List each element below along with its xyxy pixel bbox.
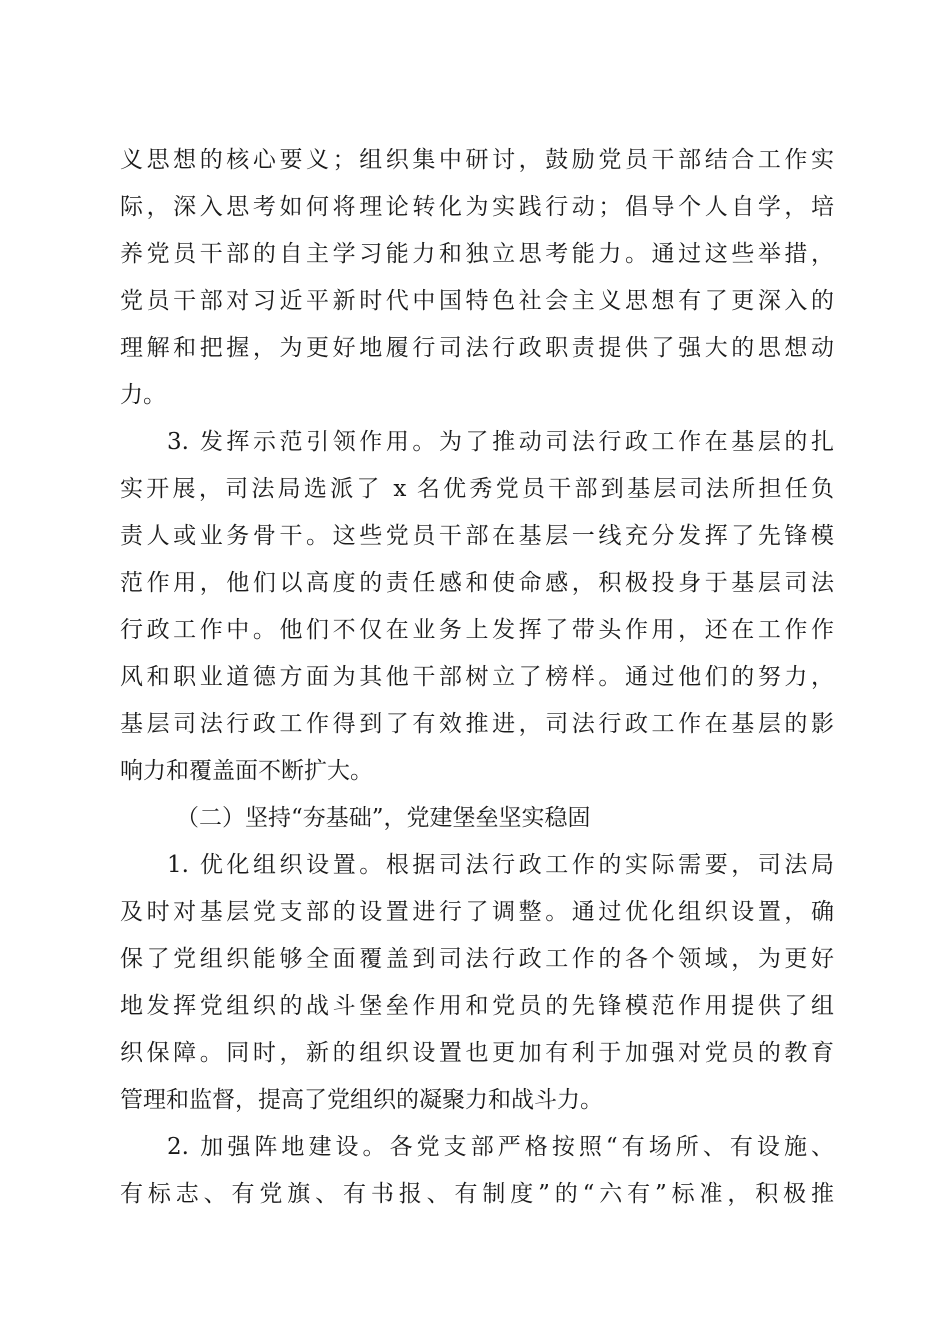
paragraph-first-line: 1. 优化组织设置。根据司法行政工作的实际需要，司法局: [167, 852, 834, 878]
text-line: 党员干部对习近平新时代中国特色社会主义思想有了更深入的: [120, 288, 834, 314]
text-line: 有标志、有党旗、有书报、有制度”的“六有”标准，积极推: [120, 1181, 834, 1207]
text-line: 织保障。同时，新的组织设置也更加有利于加强对党员的教育: [120, 1040, 834, 1066]
text-line: 地发挥党组织的战斗堡垒作用和党员的先锋模范作用提供了组: [120, 993, 834, 1019]
text-line: 实开展，司法局选派了 x 名优秀党员干部到基层司法所担任负: [120, 476, 834, 502]
text-line: 际，深入思考如何将理论转化为实践行动；倡导个人自学，培: [120, 194, 834, 220]
paragraph-first-line: 2. 加强阵地建设。各党支部严格按照“有场所、有设施、: [167, 1134, 834, 1160]
text-line: 响力和覆盖面不断扩大。: [120, 758, 373, 784]
text-line: 保了党组织能够全面覆盖到司法行政工作的各个领域，为更好: [120, 946, 834, 972]
text-line: 理解和把握，为更好地履行司法行政职责提供了强大的思想动: [120, 335, 834, 361]
paragraph-first-line: 3. 发挥示范引领作用。为了推动司法行政工作在基层的扎: [167, 429, 834, 455]
text-line: 义思想的核心要义；组织集中研讨，鼓励党员干部结合工作实: [120, 147, 834, 173]
text-line: 基层司法行政工作得到了有效推进，司法行政工作在基层的影: [120, 711, 834, 737]
text-line: 范作用，他们以高度的责任感和使命感，积极投身于基层司法: [120, 570, 834, 596]
text-line: 及时对基层党支部的设置进行了调整。通过优化组织设置，确: [120, 899, 834, 925]
text-line: 养党员干部的自主学习能力和独立思考能力。通过这些举措，: [120, 241, 834, 267]
section-heading: （二）坚持“夯基础”，党建堡垒坚实稳固: [176, 805, 591, 831]
text-line: 力。: [120, 382, 166, 408]
text-line: 责人或业务骨干。这些党员干部在基层一线充分发挥了先锋模: [120, 523, 834, 549]
text-line: 管理和监督，提高了党组织的凝聚力和战斗力。: [120, 1087, 603, 1113]
text-line: 行政工作中。他们不仅在业务上发挥了带头作用，还在工作作: [120, 617, 834, 643]
text-line: 风和职业道德方面为其他干部树立了榜样。通过他们的努力，: [120, 664, 834, 690]
